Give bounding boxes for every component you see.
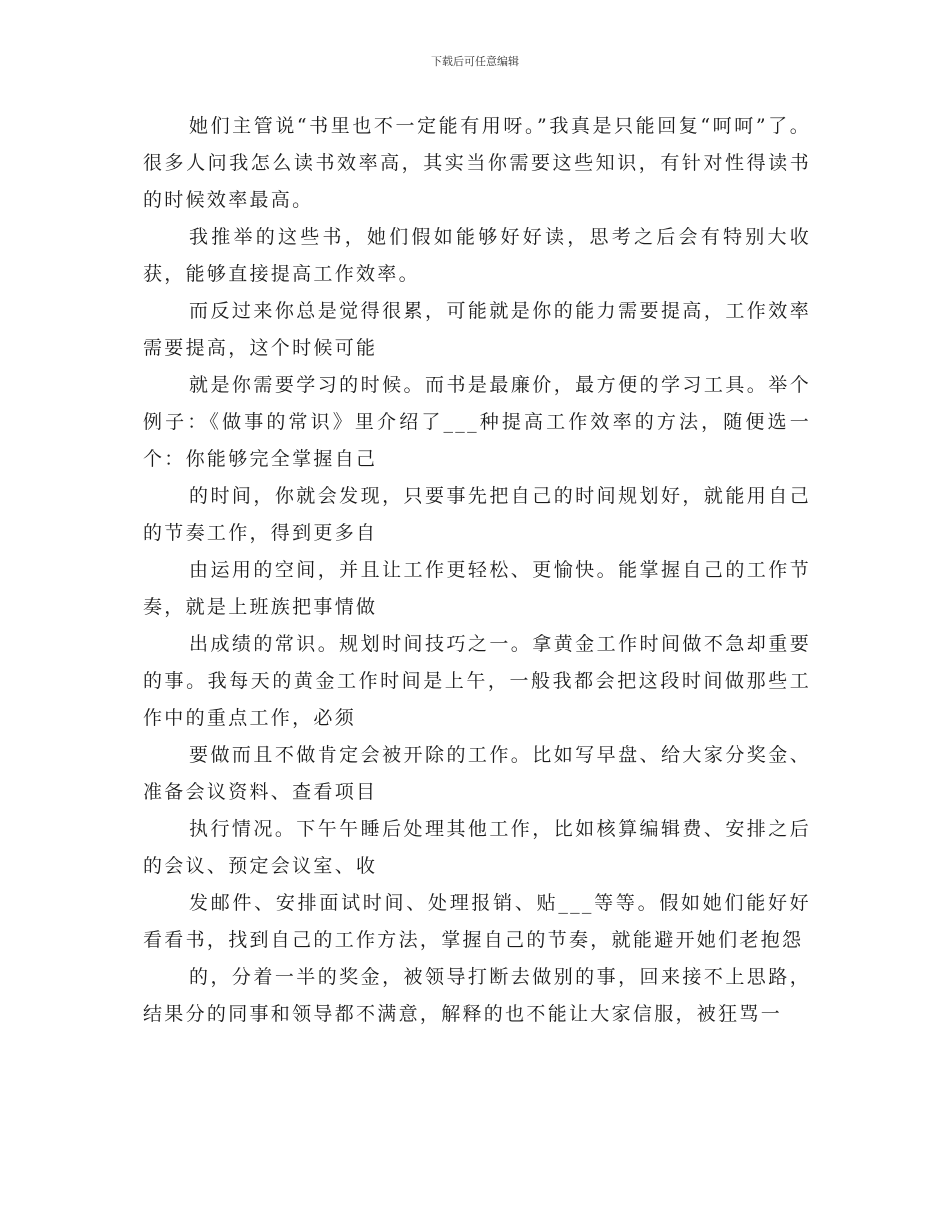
document-body xyxy=(143,108,811,1033)
paragraph: 要做而且不做肯定会被开除的工作。比如写早盘、给大家分奖金、准备会议资料、查看项目 xyxy=(143,744,811,803)
paragraph: 就是你需要学习的时候。而书是最廉价，最方便的学习工具。举个例子：《做事的常识》里介绍了___种提高工作效率的方法，随便选一个：你能够完全掌握自己 xyxy=(143,374,811,470)
paragraph: 出成绩的常识。规划时间技巧之一。拿黄金工作时间做不急却重要的事。我每天的黄金工作时间是上午，一般我都会把这段时间做那些工作中的重点工作，必须 xyxy=(143,633,811,729)
paragraph: 而反过来你总是觉得很累，可能就是你的能力需要提高，工作效率需要提高，这个时候可能 xyxy=(143,300,811,359)
paragraph: 我推举的这些书，她们假如能够好好读，思考之后会有特别大收获，能够直接提高工作效率。 xyxy=(143,226,811,285)
paragraph: 由运用的空间，并且让工作更轻松、更愉快。能掌握自己的工作节奏，就是上班族把事情做 xyxy=(143,559,811,618)
paragraph: 发邮件、安排面试时间、处理报销、贴___等等。假如她们能好好看看书，找到自己的工作方法，掌握自己的节奏，就能避开她们老抱怨 xyxy=(143,892,811,951)
paragraph: 执行情况。下午午睡后处理其他工作，比如核算编辑费、安排之后的会议、预定会议室、收 xyxy=(143,818,811,877)
paragraph: 的，分着一半的奖金，被领导打断去做别的事，回来接不上思路，结果分的同事和领导都不满意，解释的也不能让大家信服，被狂骂一 xyxy=(143,966,811,1025)
paragraph: 的时间，你就会发现，只要事先把自己的时间规划好，就能用自己的节奏工作，得到更多自 xyxy=(143,485,811,544)
paragraph: 她们主管说“书里也不一定能有用呀。”我真是只能回复“呵呵”了。很多人问我怎么读书效率高，其实当你需要这些知识，有针对性得读书的时候效率最高。 xyxy=(143,115,811,211)
page-header: 下载后可任意编辑 xyxy=(431,55,519,68)
